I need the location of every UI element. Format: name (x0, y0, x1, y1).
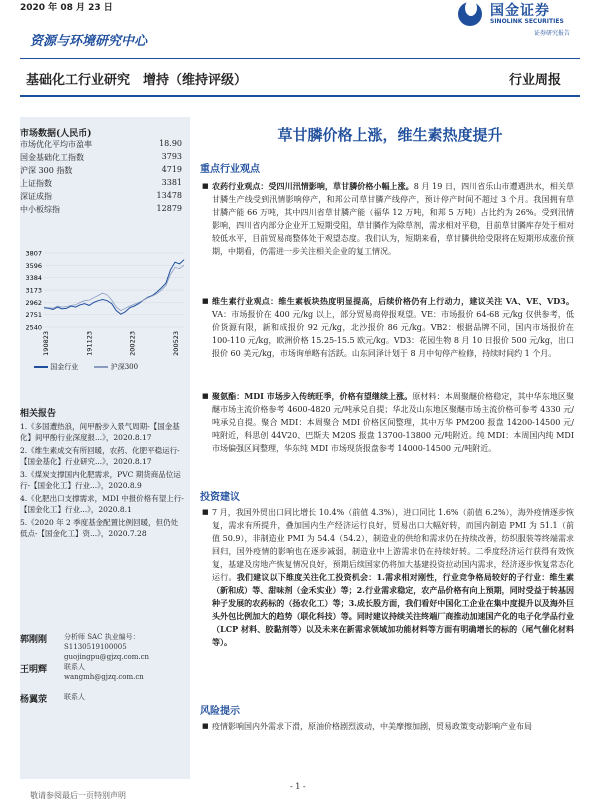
market-title: 市场数据(人民币) (20, 129, 92, 139)
x-tick-label: 191123 (85, 331, 94, 356)
bullet-icon: ■ (202, 182, 209, 190)
related-report-item[interactable]: 4.《化肥出口支撑需求，MDI 中报价格有望上行-【国金化工】行业...》，2020.8.1 (20, 494, 184, 514)
y-tick-label: 3596 (25, 261, 42, 270)
y-tick-label: 3384 (25, 274, 42, 283)
report-line: 基础化工行业研究 增持（维持评级） (26, 73, 248, 88)
market-row: 上证指数 3381 (20, 178, 182, 188)
market-row: 中小板综指 12879 (20, 204, 182, 214)
logo-mark-icon (458, 2, 482, 26)
legend-label-hs300: 沪深300 (110, 363, 139, 371)
page-number: - 1 - (290, 782, 306, 791)
department-name: 资源与环境研究中心 (30, 34, 148, 49)
author-entry: 郭刚刚 分析师 SAC 执业编号：S1130519100005 guojingpu@gjzq.com.cn (20, 633, 150, 661)
bullet-icon: ■ (202, 297, 209, 305)
author-entry: 王明辉 联系人 wangmh@gjzq.com.cn (20, 663, 144, 681)
market-row: 沪深 300 指数 4719 (20, 165, 182, 175)
paragraph-vitamin: ■ 维生素行业观点：维生素板块热度明显提高，后续价格仍有上行动力，建议关注 VA、VE、VD3。VA：市场报价在 400 元/kg 以上，部分贸易商停报观望。VE：市场报价 64-68 元/kg 仅供参考，低价货源有限，新和成报价 92 元/kg，北沙报价 86 元/kg。VB2：根据品牌不同，国内市场报价在 100-110 元/kg，欧洲价格 15.25-15.5 欧元/kg。VD3：花园生物 8 月 10 日报价 500 元/kg，出口报价 60 美元/kg，市场询单略有活跃。山东同泽计划于 8 月中旬停产检修，持续时间约 1 个月。 (202, 296, 574, 358)
bullet-icon: ■ (202, 392, 209, 400)
header-rule (20, 58, 580, 59)
logo-tag: 证券研究报告 (534, 30, 571, 37)
related-report-item[interactable]: 5.《2020 年 2 季度基金配置比例回暖，但仍处低点-【国金化工】资...》，2020.7.28 (20, 518, 179, 538)
section-heading: 重点行业观点 (200, 164, 260, 175)
section-heading: 投资建议 (200, 492, 240, 503)
related-report-item[interactable]: 2.《维生素成交有所回暖，农药、化肥平稳运行-【国金基化】行业研究...》，2020.8.17 (20, 446, 180, 466)
bullet-icon: ■ (202, 508, 209, 516)
x-tick-label: 200523 (172, 331, 180, 356)
y-tick-label: 2962 (25, 298, 42, 307)
y-tick-label: 3173 (25, 286, 42, 295)
y-tick-label: 3807 (25, 249, 42, 258)
chart-legend (34, 362, 174, 372)
paragraph-risk: ■ 疫情影响国内外需求下滑，原油价格剧烈波动，中美摩擦加剧，贸易政策变动影响产业布局 (202, 722, 532, 731)
paragraph-polyurethane: ■ 聚氨酯：MDI 市场步入传统旺季，价格有望继续上涨。原材料：本周聚醚价格稳定，其中华东地区聚醚市场主流价格参考 4600-4820 元/吨承兑自提；华北及山东地区聚醚市场主流价格可参考 4330 元/吨承兑自提。聚合 MDI：本周聚合 MDI 价格区间整理，其中万华 PM200 报盘 14200-14500 元/吨附近，科思创 44V20、巴斯夫 M20S 报盘 13700-13800 元/吨附近。纯 MDI：本周国内纯 MDI 市场偏强区间整理，华东纯 MDI 市场现货报盘参考 14000-14500 元/吨附近。 (202, 391, 575, 453)
market-row: 市场优化平均市盈率 18.90 (20, 139, 182, 149)
sinolink-logo (458, 0, 583, 38)
market-row: 国金基础化工指数 3793 (20, 152, 182, 162)
paragraph-investment: ■ 7 月，我国外贸出口同比增长 10.4%（前值 4.3%），进口同比 1.6%（前值 6.2%），海外疫情逐步恢复，需求有所提升，叠加国内生产经济运行良好，贸易出口大幅好转，而国内制造 PMI 为 51.1（前值 50.9），非制造业 PMI 为 54.4（54.2），制造业的供给和需求仍在持续改善，纺织服装等终端需求回归，国外疫情的影响也在逐步减弱，制造业中上游需求仍在持续好转。二季度经济运行获得有效恢复，基建及房地产恢复情况良好，预期后续国家仍将加大基建投资拉动国内需求，经济逐步恢复常态化运行。我们建议以下维度关注化工投资机会：1.需求相对刚性，行业竞争格局较好的子行业：维生素（新和成）等、甜味剂（金禾实业）等；2.行业需求稳定，农产品价格有向上预期，同时受益于转基因种子发展的农药标的（扬农化工）等；3.成长股方面，我们看好中国化工企业在集中度提升以及海外巨头外包比例加大的趋势（联化科技）等。同时建议持续关注终端厂商推动加速国产化的电子化学品行业（LCP 材料、胶黏剂等）以及未来在新需求领域加功能材料等方面有明确增长的标的（尾气催化材料等）。 (202, 508, 575, 647)
market-row: 深证成指 13478 (20, 191, 182, 201)
y-tick-label: 2751 (25, 311, 42, 320)
header-rule-2 (20, 95, 580, 97)
report-date: 2020 年 08 月 23 日 (20, 3, 113, 13)
related-report-item[interactable]: 1.《多国遭热浪，间甲酚步入景气周期-【国金基化】间甲酚行业深度报...》，2020.8.17 (20, 422, 180, 442)
legend-swatch-industry (34, 366, 48, 368)
author-entry: 杨翼荥 联系人 (20, 693, 85, 705)
report-title: 草甘膦价格上涨，维生素热度提升 (277, 126, 503, 144)
legend-swatch-hs300 (94, 366, 108, 368)
legend-label-industry: 国金行业 (50, 363, 79, 371)
report-type: 行业周报 (509, 73, 562, 88)
y-tick-label: 2540 (25, 323, 42, 332)
paragraph-pesticide: ■ 农药行业观点：受四川汛情影响，草甘膦价格小幅上涨。8 月 19 日，四川省乐山市遭遇洪水，相关草甘膦生产线受到汛情影响停产，和邦公司草甘膦产线停产，预计停产时间不超过 3 个月。我国拥有草甘膦产能 66 万吨，其中四川省草甘膦产能（福华 12 万吨，和邦 5 万吨）占比约为 26%。受到汛情影响，四川省内部分企业开工短期受阻，草甘膦作为除草剂，需求相对平稳，目前草甘膦库存处于相对较低水平，目前贸易商整体处于观望态度。我们认为，短期来看，草甘膦供给受限将在短期形成涨价预期，中期看，仍需进一步关注相关企业的复工情况。 (202, 181, 574, 256)
x-tick-label: 190823 (42, 331, 50, 356)
related-report-item[interactable]: 3.《煤炭支撑国内化肥需求，PVC 期货商品位运行-【国金化工】行业...》，2020.8.9 (20, 470, 181, 490)
related-reports-title: 相关报告 (20, 409, 57, 419)
logo-cn: 国金证券 (490, 3, 550, 19)
index-line-chart (18, 247, 188, 357)
footer-note: 敬请参阅最后一页特别声明 (30, 791, 126, 800)
series-line-industry (44, 260, 184, 314)
bullet-icon: ■ (202, 722, 209, 730)
section-heading: 风险提示 (200, 706, 240, 717)
x-tick-label: 200223 (128, 331, 137, 356)
logo-en: SINOLINK SECURITIES (490, 18, 564, 25)
series-line-hs300 (44, 265, 184, 311)
